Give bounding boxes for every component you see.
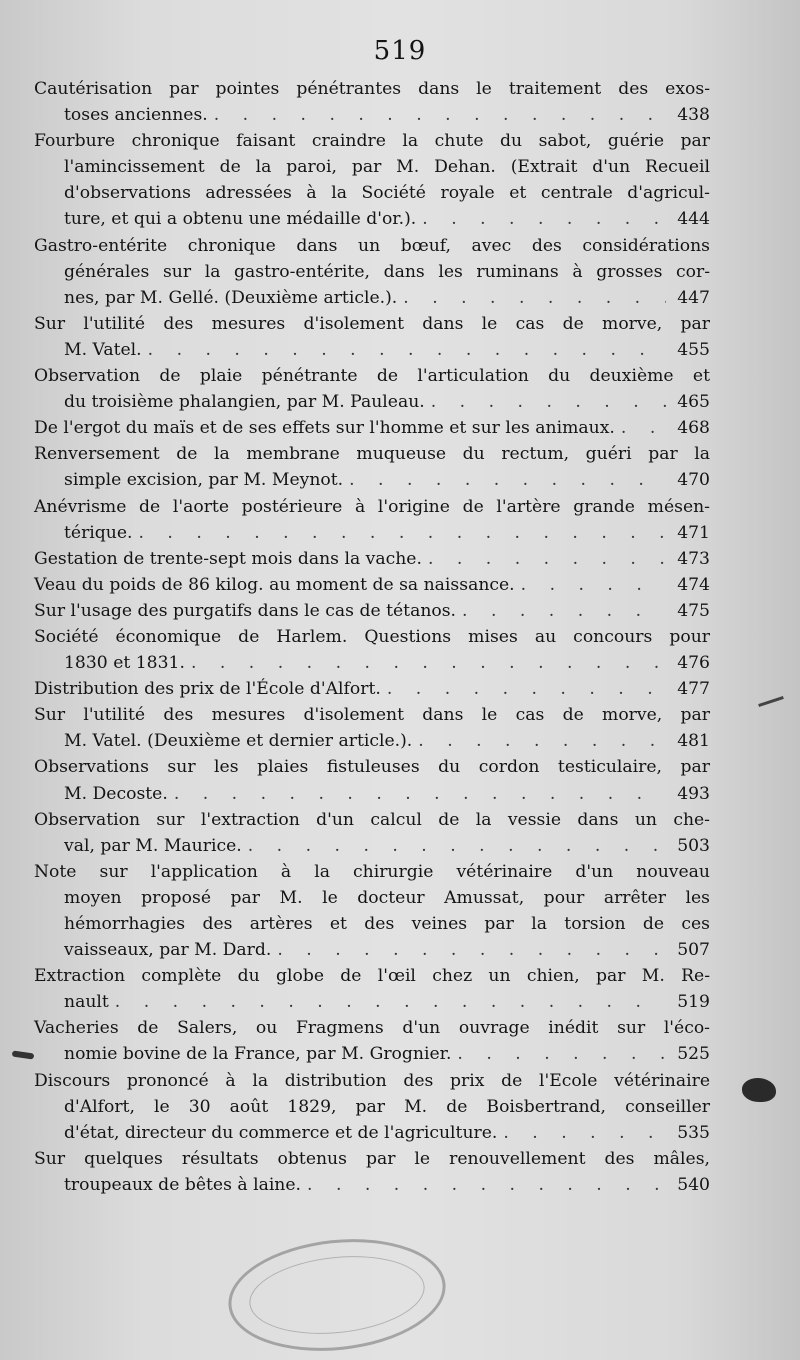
toc-page-number: 465 [677, 392, 710, 413]
toc-page-number: 535 [677, 1122, 710, 1143]
toc-entry-line: Gastro-entérite chronique dans un bœuf, avec des considérations [34, 235, 710, 256]
toc-entry [34, 859, 710, 963]
toc-entry-title-end: troupeaux de bêtes à laine. [64, 1174, 302, 1195]
toc-page-number: 476 [677, 653, 710, 674]
toc-page-number: 481 [677, 731, 710, 752]
toc-entry-line: hémorrhagies des artères et des veines par la torsion de ces [64, 914, 710, 934]
dot-leader [503, 1120, 666, 1146]
dot-leader [403, 285, 666, 311]
toc-entry-line: Fourbure chronique faisant craindre la chute du sabot, guérie par [34, 131, 710, 152]
toc-page-number: 507 [677, 940, 710, 961]
toc-entry [34, 128, 710, 232]
toc-entry [34, 311, 710, 363]
toc-page-number: 475 [677, 600, 710, 621]
toc-entry [34, 598, 710, 624]
toc-entry-title-end: nault [64, 992, 109, 1013]
toc-page-number: 540 [677, 1174, 710, 1195]
toc-page-number: 470 [677, 470, 710, 491]
toc-entry [34, 546, 710, 572]
toc-entry-line: l'amincissement de la paroi, par M. Dehan. (Extrait d'un Recueil [64, 157, 710, 178]
toc-entry-line: Sur quelques résultats obtenus par le renouvellement des mâles, [34, 1148, 710, 1169]
toc-entry [34, 1146, 710, 1198]
toc-entry [34, 494, 710, 546]
dot-leader [214, 102, 666, 128]
toc-entry-line: générales sur la gastro-entérite, dans les ruminans à grosses cor- [64, 261, 710, 282]
toc-page-number: 455 [677, 339, 710, 360]
toc-entry-title-end: nes, par M. Gellé. (Deuxième article.). [64, 287, 398, 308]
table-of-contents [34, 76, 710, 1198]
toc-entry [34, 441, 710, 493]
toc-page-number: 503 [677, 835, 710, 856]
dot-leader [387, 676, 666, 702]
toc-entry [34, 1015, 710, 1067]
toc-entry-line: moyen proposé par M. le docteur Amussat, pour arrêter les [64, 887, 710, 908]
toc-entry [34, 624, 710, 676]
toc-entry-line: Société économique de Harlem. Questions mises au concours pour [34, 626, 710, 647]
ink-blot-mark [742, 1078, 776, 1102]
toc-entry-title-end: Distribution des prix de l'École d'Alfort. [34, 679, 381, 700]
toc-entry-title-end: térique. [64, 522, 133, 543]
toc-entry-title-end: Sur l'usage des purgatifs dans le cas de tétanos. [34, 600, 457, 621]
toc-page-number: 493 [677, 783, 710, 804]
toc-entry [34, 754, 710, 806]
toc-entry [34, 415, 710, 441]
toc-entry-line: d'observations adressées à la Société royale et centrale d'agricul- [64, 183, 710, 204]
margin-pointer-mark [12, 1050, 35, 1059]
toc-entry [34, 233, 710, 311]
toc-entry [34, 363, 710, 415]
toc-page-number: 525 [677, 1044, 710, 1065]
toc-entry-title-end: toses anciennes. [64, 105, 208, 126]
toc-entry [34, 676, 710, 702]
dot-leader [418, 728, 666, 754]
dot-leader [307, 1172, 666, 1198]
toc-entry-line: Vacheries de Salers, ou Fragmens d'un ouvrage inédit sur l'éco- [34, 1018, 710, 1039]
toc-entry-title-end: du troisième phalangien, par M. Pauleau. [64, 392, 425, 413]
dot-leader [349, 467, 666, 493]
toc-page-number: 468 [677, 418, 710, 439]
dot-leader [621, 415, 666, 441]
dot-leader [431, 389, 666, 415]
toc-entry-line: Cautérisation par pointes pénétrantes dans le traitement des exos- [34, 79, 710, 99]
toc-entry-line: Sur l'utilité des mesures d'isolement dans le cas de morve, par [34, 705, 710, 726]
toc-entry [34, 76, 710, 128]
toc-entry [34, 572, 710, 598]
toc-page-number: 477 [677, 679, 710, 700]
toc-entry-title-end: Gestation de trente-sept mois dans la vache. [34, 548, 422, 569]
toc-entry-title-end: simple excision, par M. Meynot. [64, 470, 344, 491]
toc-entry-line: Anévrisme de l'aorte postérieure à l'origine de l'artère grande mésen- [34, 496, 710, 517]
toc-entry-title-end: M. Vatel. (Deuxième et dernier article.). [64, 731, 413, 752]
dot-leader [428, 546, 666, 572]
dot-leader [521, 572, 666, 598]
toc-entry-line: Note sur l'application à la chirurgie vétérinaire d'un nouveau [34, 861, 710, 882]
dot-leader [148, 337, 666, 363]
dot-leader [248, 833, 666, 859]
toc-entry-title-end: ture, et qui a obtenu une médaille d'or.). [64, 209, 417, 230]
toc-page-number: 447 [677, 287, 710, 308]
dot-leader [191, 650, 666, 676]
toc-entry-title-end: vaisseaux, par M. Dard. [64, 940, 272, 961]
dot-leader [139, 520, 667, 546]
toc-entry-title-end: nomie bovine de la France, par M. Grognier. [64, 1044, 452, 1065]
toc-page-number: 438 [677, 105, 710, 126]
page-number: 519 [373, 36, 427, 66]
toc-entry [34, 1068, 710, 1146]
toc-entry-line: Extraction complète du globe de l'œil chez un chien, par M. Re- [34, 966, 710, 987]
toc-entry [34, 963, 710, 1015]
toc-entry [34, 807, 710, 859]
toc-entry-title-end: M. Decoste. [64, 783, 168, 804]
toc-page-number: 471 [677, 522, 710, 543]
toc-page-number: 473 [677, 548, 710, 569]
toc-entry-title-end: 1830 et 1831. [64, 653, 185, 674]
toc-entry-title-end: val, par M. Maurice. [64, 835, 242, 856]
toc-entry-line: Sur l'utilité des mesures d'isolement dans le cas de morve, par [34, 313, 710, 334]
toc-entry-title-end: Veau du poids de 86 kilog. au moment de sa naissance. [34, 574, 515, 595]
toc-page-number: 519 [677, 992, 710, 1013]
toc-entry-line: Observation sur l'extraction d'un calcul de la vessie dans un che- [34, 809, 710, 830]
toc-entry-title-end: d'état, directeur du commerce et de l'agriculture. [64, 1122, 498, 1143]
toc-entry-line: Observation de plaie pénétrante de l'articulation du deuxième et [34, 366, 710, 387]
toc-page-number: 474 [677, 574, 710, 595]
toc-entry-title-end: M. Vatel. [64, 339, 142, 360]
margin-pencil-mark [758, 696, 784, 707]
library-stamp [223, 1229, 451, 1360]
toc-entry-title-end: De l'ergot du maïs et de ses effets sur l'homme et sur les animaux. [34, 418, 615, 439]
dot-leader [277, 937, 666, 963]
toc-page-number: 444 [677, 209, 710, 230]
toc-entry-line: Renversement de la membrane muqueuse du rectum, guéri par la [34, 444, 710, 465]
dot-leader [174, 781, 666, 807]
dot-leader [422, 206, 666, 232]
dot-leader [462, 598, 666, 624]
toc-entry-line: d'Alfort, le 30 août 1829, par M. de Boisbertrand, conseiller [64, 1096, 710, 1117]
toc-entry-line: Observations sur les plaies fistuleuses du cordon testiculaire, par [34, 757, 710, 778]
dot-leader [115, 989, 666, 1015]
dot-leader [457, 1041, 666, 1067]
toc-entry-line: Discours prononcé à la distribution des prix de l'Ecole vétérinaire [34, 1070, 710, 1091]
toc-entry [34, 702, 710, 754]
